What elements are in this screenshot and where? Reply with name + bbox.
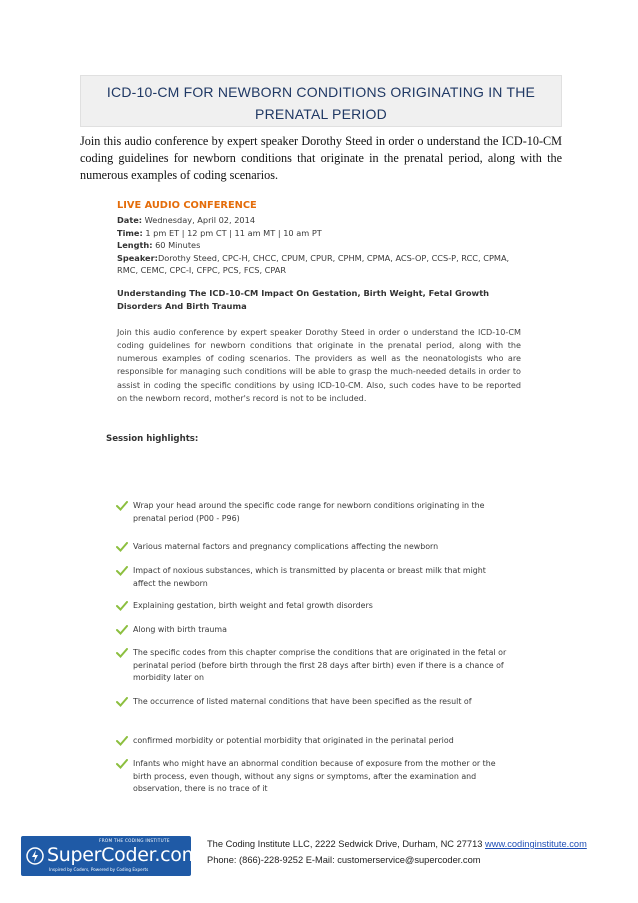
checkmark-icon: [116, 542, 128, 552]
bolt-icon: [26, 847, 44, 865]
footer-address-line: [207, 839, 587, 849]
logo-name: SuperCoder.com: [47, 844, 200, 866]
highlight-text: The specific codes from this chapter comprise the conditions that are originated in the fetal or perinatal period (before birth through the first 28 days after birth) even if there is a chance of morbidity later on: [133, 648, 507, 682]
checkmark-icon: [116, 501, 128, 511]
session-highlights-heading: Session highlights:: [106, 434, 199, 445]
checkmark-icon: [116, 759, 128, 769]
checkmark-icon: [116, 601, 128, 611]
highlight-text: Along with birth trauma: [133, 625, 227, 634]
conference-description: Join this audio conference by expert speaker Dorothy Steed in order o understand the ICD-10-CM coding guidelines for newborn conditions that originate in the prenatal period, along with the numerous examples of coding scenarios. The providers as well as the neonatologists who are responsible for managing such conditions will be able to grasp the much-needed details in order to assist in coding the specific conditions by using ICD-10-CM. Also, such codes have to be reported on the newborn record, mother's record is not to be included.: [117, 326, 521, 403]
document-title-box: [80, 75, 562, 127]
footer-website-link[interactable]: www.codinginstitute.com: [485, 839, 587, 849]
highlight-text: Infants who might have an abnormal condition because of exposure from the mother or the birth process, even though, without any signs or symptoms, after the examination and observation, there is no trace of it: [133, 759, 496, 793]
highlight-text: Explaining gestation, birth weight and fetal growth disorders: [133, 601, 373, 610]
checkmark-icon: [116, 736, 128, 746]
conference-speaker: Speaker:Dorothy Steed, CPC-H, CHCC, CPUM, CPUR, CPHM, CPMA, ACS-OP, CCS-P, RCC, CPMA,: [117, 252, 510, 263]
conference-heading: LIVE AUDIO CONFERENCE: [117, 200, 257, 211]
highlight-text: confirmed morbidity or potential morbidity that originated in the perinatal period: [133, 736, 454, 745]
checkmark-icon: [116, 625, 128, 635]
supercoder-logo: [21, 836, 200, 876]
intro-paragraph: Join this audio conference by expert speaker Dorothy Steed in order o understand the ICD-10-CM coding guidelines for newborn conditions that originate in the prenatal period, along with the numerous examples of coding scenarios.: [80, 134, 562, 182]
conference-length: Length: 60 Minutes: [117, 240, 201, 250]
conference-subheading: Understanding The ICD-10-CM Impact On Gestation, Birth Weight, Fetal Growth Disorders And Birth Trauma: [117, 287, 490, 311]
highlight-text: Impact of noxious substances, which is transmitted by placenta or breast milk that might affect the newborn: [133, 566, 486, 588]
footer-contact: Phone: (866)-228-9252 E-Mail: customerservice@supercoder.com: [207, 855, 481, 865]
highlight-text: Wrap your head around the specific code range for newborn conditions originating in the prenatal period (P00 - P96): [133, 501, 485, 523]
document-title-line-2: PRENATAL PERIOD: [255, 106, 387, 122]
logo-tagline: Inspired by Coders, Powered by Coding Experts: [49, 867, 149, 872]
page-footer: [0, 828, 638, 888]
conference-time: Time: 1 pm ET | 12 pm CT | 11 am MT | 10 am PT: [117, 227, 322, 238]
document-title-line-1: ICD-10-CM FOR NEWBORN CONDITIONS ORIGINATING IN THE: [106, 84, 536, 100]
checkmark-icon: [116, 648, 128, 658]
conference-speaker-credentials: RMC, CEMC, CPC-I, CFPC, PCS, FCS, CPAR: [117, 265, 287, 275]
logo-top-text: FROM THE CODING INSTITUTE: [99, 838, 170, 843]
conference-flyer: [100, 200, 540, 444]
highlight-text: Various maternal factors and pregnancy complications affecting the newborn: [133, 542, 439, 551]
conference-date: Date: Wednesday, April 02, 2014: [117, 215, 256, 225]
footer-address: The Coding Institute LLC, 2222 Sedwick Drive, Durham, NC 27713: [207, 839, 486, 849]
checkmark-icon: [116, 697, 128, 707]
checkmark-icon: [116, 566, 128, 576]
highlight-text: The occurrence of listed maternal conditions that have been specified as the result of: [133, 697, 472, 706]
